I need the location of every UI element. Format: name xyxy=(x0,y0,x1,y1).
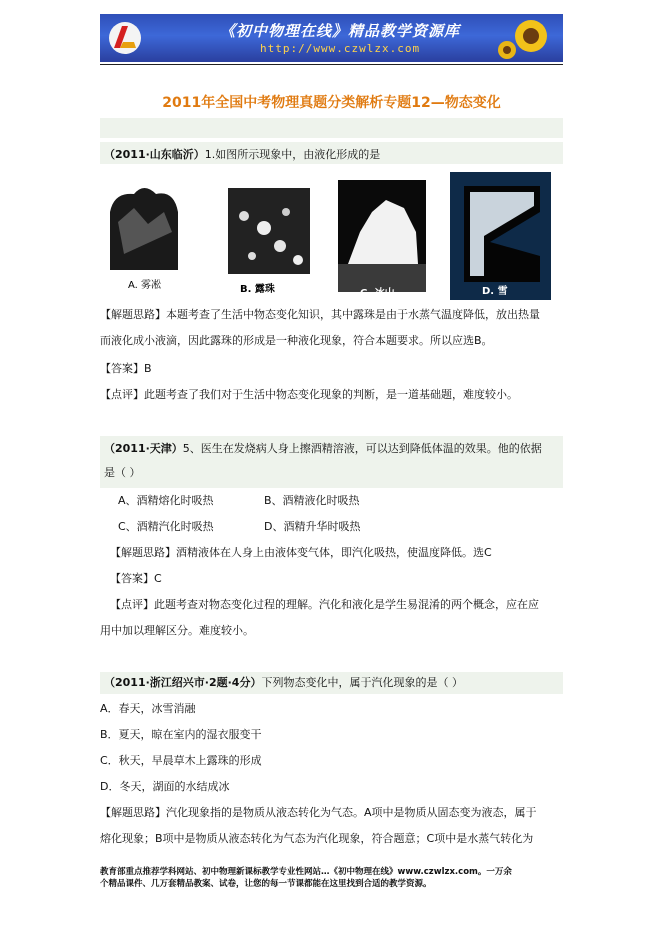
option-c: C．秋天，早晨草木上露珠的形成 xyxy=(100,754,262,767)
figure-panel-c xyxy=(338,180,426,292)
answer-line: 【答案】C xyxy=(110,572,162,585)
analysis-line: 【解题思路】汽化现象指的是物质从液态转化为气态。A项中是物质从固态变为液态，属于 xyxy=(100,806,537,819)
analysis-line: 【解题思路】本题考查了生活中物态变化知识，其中露珠是由于水蒸气温度降低，放出热量 xyxy=(100,308,540,321)
figure-caption-b: B. 露珠 xyxy=(240,284,275,295)
analysis-line: 熔化现象；B项中是物质从液态转化为气态为汽化现象，符合题意；C项中是水蒸气转化为 xyxy=(100,832,534,845)
question-stem: 1.如图所示现象中，由液化形成的是 xyxy=(204,148,381,161)
option-d: D．冬天，湖面的水结成冰 xyxy=(100,780,230,793)
banner-url[interactable]: http://www.czwlzx.com xyxy=(260,42,421,55)
question-stem-cont: 是（ ） xyxy=(104,466,141,479)
footer-line: 教育部重点推荐学科网站、初中物理新课标教学专业性网站…《初中物理在线》www.czwlzx.com。一万余 xyxy=(100,867,512,877)
figure-panel-b xyxy=(228,188,310,274)
footer-line: 个精品课件、几万套精品教案、试卷，让您的每一节课都能在这里找到合适的教学资源。 xyxy=(100,879,432,889)
question-source: （2011·浙江绍兴市·2题·4分） xyxy=(104,676,262,689)
page-footer xyxy=(100,866,563,890)
figure-caption-d: D. 雪 xyxy=(482,286,508,297)
question-stem: 下列物态变化中，属于汽化现象的是（ ） xyxy=(261,676,463,689)
question-header xyxy=(104,148,380,162)
option-b: B、酒精液化时吸热 xyxy=(264,494,360,507)
analysis-line: 而液化成小液滴，因此露珠的形成是一种液化现象，符合本题要求。所以应选B。 xyxy=(100,334,493,347)
banner-title: 《初中物理在线》精品教学资源库 xyxy=(220,22,461,40)
comment-line: 用中加以理解区分。难度较小。 xyxy=(100,624,254,637)
comment-line: 【点评】此题考查对物态变化过程的理解。汽化和液化是学生易混淆的两个概念，应在应 xyxy=(110,598,539,611)
document-title: 2011年全国中考物理真题分类解析专题12—物态变化 xyxy=(162,95,501,111)
section-band xyxy=(100,118,563,138)
analysis-line: 【解题思路】酒精液体在人身上由液体变气体，即汽化吸热，使温度降低。选C xyxy=(110,546,492,559)
comment-line: 【点评】此题考查了我们对于生活中物态变化现象的判断，是一道基础题，难度较小。 xyxy=(100,388,518,401)
option-a: A．春天，冰雪消融 xyxy=(100,702,196,715)
option-a: A、酒精熔化时吸热 xyxy=(118,494,214,507)
question-source: （2011·山东临沂） xyxy=(104,148,205,161)
figure-caption-a: A. 雾凇 xyxy=(128,280,162,291)
figure-panel-d xyxy=(450,172,551,300)
question-header xyxy=(104,676,463,690)
option-c: C、酒精汽化时吸热 xyxy=(118,520,214,533)
sunflower-icon xyxy=(497,16,557,60)
header-rule xyxy=(100,64,563,65)
figure-panel-a xyxy=(110,188,178,270)
site-logo-icon xyxy=(108,20,142,56)
header-banner xyxy=(100,14,563,62)
question-stem: 5、医生在发烧病人身上擦酒精溶液，可以达到降低体温的效果。他的依据 xyxy=(182,442,542,455)
question-header xyxy=(104,442,542,456)
question-figure xyxy=(104,172,551,300)
option-b: B．夏天，晾在室内的湿衣服变干 xyxy=(100,728,262,741)
figure-caption-c: C. 冰山 xyxy=(360,288,395,299)
question-source: （2011·天津） xyxy=(104,442,183,455)
option-d: D、酒精升华时吸热 xyxy=(264,520,361,533)
answer-line: 【答案】B xyxy=(100,362,152,375)
